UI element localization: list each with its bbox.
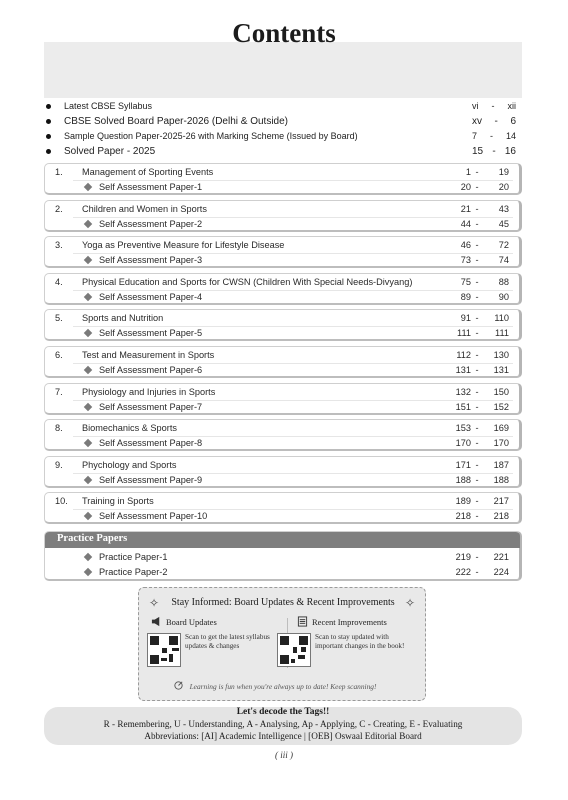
self-assessment-entry[interactable]: [45, 363, 515, 378]
intro-item[interactable]: Latest CBSE Syllabus vi - xii: [44, 99, 522, 114]
recent-improvements-heading: Recent Improvements: [312, 617, 387, 627]
chapter-number: 10.: [55, 496, 68, 507]
info-footer: Learning is fun when you're always up to date! Keep scanning!: [189, 682, 377, 691]
page-end: 170: [493, 438, 509, 449]
page-end: 72: [498, 240, 509, 251]
chapter-entry[interactable]: [45, 311, 515, 326]
qr-code-recent-improvements[interactable]: [277, 633, 311, 667]
chapter-number: 3.: [55, 240, 63, 251]
chapter-title: Yoga as Preventive Measure for Lifestyle Disease: [82, 240, 285, 251]
page-dash: -: [475, 349, 479, 360]
page-end: 152: [493, 401, 509, 412]
intro-item[interactable]: Sample Question Paper-2025-26 with Marking Scheme (Issued by Board) 7 - 14: [44, 129, 522, 144]
chapter-entry[interactable]: [45, 348, 515, 363]
qr-code-board-updates[interactable]: [147, 633, 181, 667]
chapter-box: [44, 200, 522, 232]
self-assessment-title: Self Assessment Paper-3: [99, 255, 203, 266]
chapter-title: Test and Measurement in Sports: [82, 349, 215, 360]
page-end: 43: [498, 203, 509, 214]
bullet-icon: [46, 104, 51, 109]
page-start: 218: [455, 511, 471, 522]
chapter-number: 2.: [55, 203, 63, 214]
page-dash: -: [475, 328, 479, 339]
page-dash: -: [475, 240, 479, 251]
self-assessment-title: Self Assessment Paper-4: [99, 291, 203, 302]
page-end: 131: [493, 364, 509, 375]
practice-paper-item[interactable]: Practice Paper-1 219 - 221: [45, 550, 515, 565]
chapter-list: [44, 163, 522, 529]
page-dash: -: [475, 276, 479, 287]
practice-papers-heading: Practice Papers: [45, 532, 520, 548]
header-band: [44, 42, 522, 98]
page-dash: -: [475, 364, 479, 375]
page-end: 217: [493, 496, 509, 507]
chapter-box: [44, 273, 522, 305]
chapter-entry[interactable]: [45, 385, 515, 400]
chapter-number: 1.: [55, 167, 63, 177]
notepad-icon: [297, 616, 308, 627]
self-assessment-entry[interactable]: [45, 253, 515, 268]
page-dash: -: [475, 386, 479, 397]
page-dash: -: [475, 203, 479, 214]
sparkle-icon: ✧: [404, 596, 415, 610]
chapter-number: 8.: [55, 423, 63, 434]
diamond-bullet-icon: [84, 256, 92, 264]
self-assessment-title: Self Assessment Paper-1: [99, 182, 203, 192]
chapter-box: [44, 309, 522, 341]
bullet-icon: [46, 119, 51, 124]
tags-definitions: R - Remembering, U - Understanding, A - Analysing, Ap - Applying, C - Creating, E - Evaluating: [103, 719, 463, 729]
self-assessment-entry[interactable]: [45, 326, 515, 341]
sparkle-icon: ✧: [149, 596, 160, 610]
page-end: 110: [494, 313, 509, 324]
self-assessment-entry[interactable]: [45, 473, 515, 488]
diamond-bullet-icon: [84, 568, 92, 576]
chapter-box: [44, 163, 522, 195]
page-end: 111: [495, 328, 509, 339]
practice-papers-box: [44, 531, 522, 581]
chapter-box: [44, 383, 522, 415]
self-assessment-entry[interactable]: [45, 436, 515, 451]
page-start: 170: [455, 438, 471, 449]
diamond-bullet-icon: [84, 329, 92, 337]
page-start: 111: [457, 328, 471, 339]
self-assessment-entry[interactable]: [45, 509, 515, 524]
chapter-entry[interactable]: [45, 238, 515, 253]
page-dash: -: [475, 511, 479, 522]
info-title: Stay Informed: Board Updates & Recent Improvements: [171, 597, 395, 608]
chapter-number: 6.: [55, 349, 63, 360]
page-start: 171: [455, 459, 471, 470]
page-number: ( iii ): [275, 750, 293, 760]
self-assessment-title: Self Assessment Paper-8: [99, 438, 203, 449]
tags-abbreviations: Abbreviations: [AI] Academic Intelligence | [OEB] Oswaal Editorial Board: [144, 731, 422, 741]
chapter-number: 7.: [55, 386, 63, 397]
updates-info-box: [138, 587, 426, 701]
page-start: 189: [455, 496, 471, 507]
diamond-bullet-icon: [84, 293, 92, 301]
page-start: 131: [455, 364, 471, 375]
board-updates-heading: Board Updates: [166, 617, 217, 627]
chapter-box: [44, 236, 522, 268]
chapter-box: [44, 346, 522, 378]
page-end: 19: [498, 167, 509, 177]
self-assessment-title: Self Assessment Paper-10: [99, 511, 208, 522]
practice-paper-item[interactable]: Practice Paper-2 222 - 224: [45, 565, 515, 580]
page-dash: -: [475, 474, 479, 485]
self-assessment-entry[interactable]: [45, 400, 515, 415]
page-end: 45: [498, 218, 509, 229]
diamond-bullet-icon: [84, 512, 92, 520]
page-start: 44: [460, 218, 471, 229]
chapter-title: Biomechanics & Sports: [82, 423, 177, 434]
diamond-bullet-icon: [84, 366, 92, 374]
diamond-bullet-icon: [84, 183, 92, 191]
chapter-entry[interactable]: [45, 275, 515, 290]
intro-list: [44, 99, 522, 159]
page-start: 20: [460, 182, 471, 192]
chapter-number: 4.: [55, 276, 63, 287]
megaphone-icon: [151, 616, 162, 627]
recent-improvements-text: Scan to stay updated with important changes in the book!: [315, 633, 405, 650]
tags-heading: Let's decode the Tags!!: [236, 707, 330, 717]
chapter-title: Physical Education and Sports for CWSN (Children With Special Needs-Divyang): [82, 276, 413, 287]
page-dash: -: [475, 182, 479, 192]
page-start: 73: [460, 255, 471, 266]
page-end: 169: [493, 423, 509, 434]
page-start: 153: [455, 423, 471, 434]
page-end: 187: [493, 459, 509, 470]
self-assessment-title: Self Assessment Paper-6: [99, 364, 203, 375]
intro-item[interactable]: CBSE Solved Board Paper-2026 (Delhi & Outside) xv - 6: [44, 114, 522, 129]
page-end: 188: [493, 474, 509, 485]
chapter-title: Sports and Nutrition: [82, 313, 164, 324]
chapter-entry[interactable]: [45, 202, 515, 217]
chapter-title: Children and Women in Sports: [82, 203, 207, 214]
page-start: 112: [456, 349, 471, 360]
chapter-entry[interactable]: [45, 165, 515, 180]
chapter-entry[interactable]: [45, 421, 515, 436]
page-start: 21: [460, 203, 471, 214]
chapter-box: [44, 456, 522, 488]
chapter-entry[interactable]: [45, 458, 515, 473]
diamond-bullet-icon: [84, 476, 92, 484]
self-assessment-entry[interactable]: [45, 217, 515, 232]
diamond-bullet-icon: [84, 553, 92, 561]
page-start: 1: [465, 167, 471, 177]
chapter-title: Physiology and Injuries in Sports: [82, 386, 216, 397]
self-assessment-title: Self Assessment Paper-7: [99, 401, 203, 412]
page-start: 89: [460, 291, 471, 302]
page-dash: -: [475, 459, 479, 470]
page-dash: -: [475, 496, 479, 507]
chapter-title: Management of Sporting Events: [82, 167, 214, 177]
page-end: 150: [493, 386, 509, 397]
page-end: 90: [498, 291, 509, 302]
page-dash: -: [475, 167, 479, 177]
page-dash: -: [475, 291, 479, 302]
page-end: 218: [493, 511, 509, 522]
chapter-box: [44, 492, 522, 524]
page-dash: -: [475, 401, 479, 412]
page-dash: -: [475, 438, 479, 449]
page-start: 91: [460, 313, 471, 324]
page-title: Contents: [232, 18, 336, 48]
chapter-number: 9.: [55, 459, 63, 470]
chapter-title: Phychology and Sports: [82, 459, 177, 470]
bullet-icon: [46, 134, 51, 139]
page-dash: -: [475, 218, 479, 229]
page-dash: -: [475, 255, 479, 266]
chapter-entry[interactable]: [45, 494, 515, 509]
bullet-icon: [46, 149, 51, 154]
intro-item[interactable]: Solved Paper - 2025 15 - 16: [44, 144, 522, 159]
page-start: 46: [460, 240, 471, 251]
chapter-box: [44, 419, 522, 451]
chapter-title: Training in Sports: [82, 496, 154, 507]
self-assessment-entry[interactable]: [45, 180, 515, 195]
page-start: 132: [455, 386, 471, 397]
diamond-bullet-icon: [84, 402, 92, 410]
page-end: 20: [498, 182, 509, 192]
page-start: 75: [460, 276, 471, 287]
page-end: 88: [498, 276, 509, 287]
diamond-bullet-icon: [84, 219, 92, 227]
self-assessment-title: Self Assessment Paper-9: [99, 474, 203, 485]
chapter-number: 5.: [55, 313, 63, 324]
page-dash: -: [475, 313, 479, 324]
tags-legend: [44, 707, 522, 745]
page-start: 188: [455, 474, 471, 485]
page-end: 74: [498, 255, 509, 266]
page-dash: -: [475, 423, 479, 434]
self-assessment-title: Self Assessment Paper-5: [99, 328, 203, 339]
diamond-bullet-icon: [84, 439, 92, 447]
page-end: 130: [493, 349, 509, 360]
board-updates-text: Scan to get the latest syllabus updates & changes: [185, 633, 270, 650]
self-assessment-title: Self Assessment Paper-2: [99, 218, 203, 229]
self-assessment-entry[interactable]: [45, 290, 515, 305]
page-start: 151: [455, 401, 471, 412]
